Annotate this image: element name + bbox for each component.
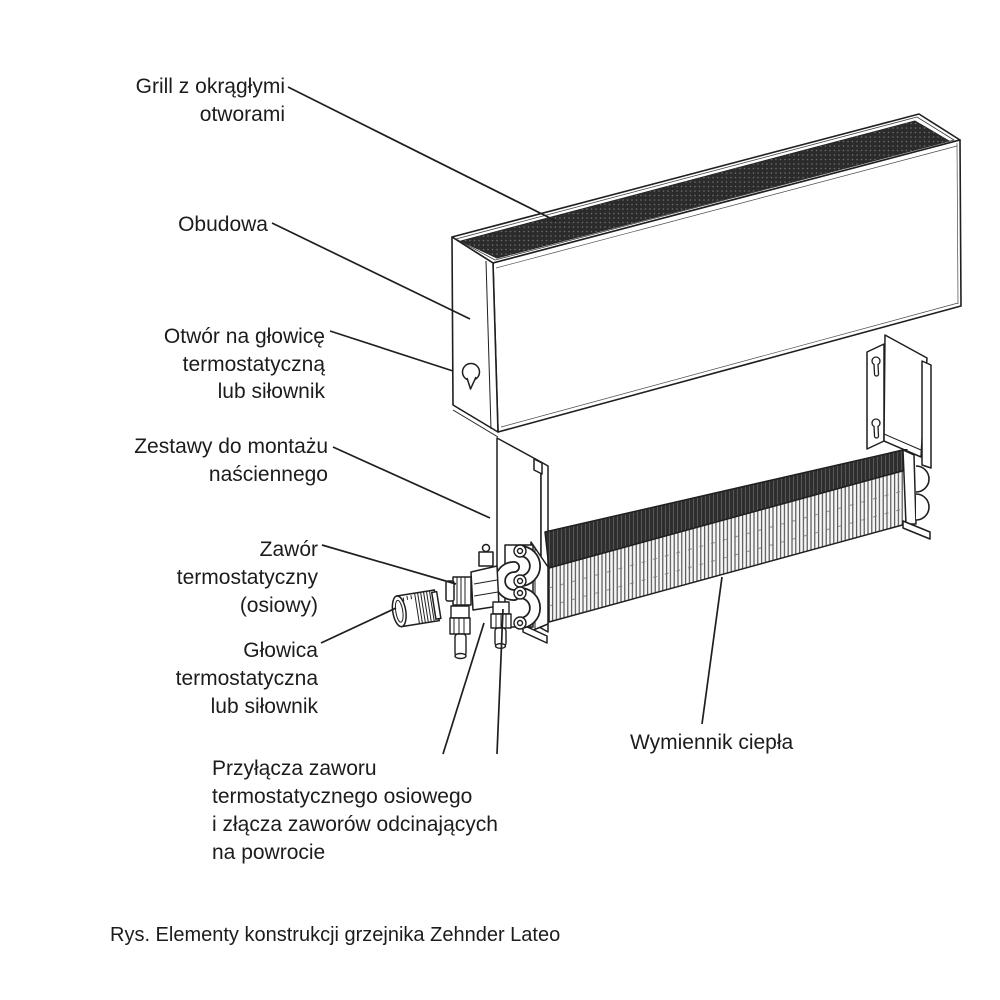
label-przylacza: Przyłącza zaworu xyxy=(212,757,377,780)
label-przylacza: i złącza zaworów odcinających xyxy=(212,813,498,836)
label-otwor: Otwór na głowicę xyxy=(163,325,325,348)
label-grill: Grill z okrągłymi xyxy=(135,75,285,98)
bracket-right-wide-face xyxy=(884,335,927,457)
label-obudowa: Obudowa xyxy=(178,213,268,236)
leader-zawor xyxy=(322,545,456,584)
figure-caption: Rys. Elementy konstrukcji grzejnika Zehnder Lateo xyxy=(110,924,561,946)
valve-connection-axial xyxy=(450,606,470,659)
wall-bracket-right xyxy=(867,335,931,468)
leader-wymiennik xyxy=(702,577,722,724)
label-grill: otworami xyxy=(199,103,285,126)
leader-obudowa xyxy=(272,223,470,319)
valve-assembly xyxy=(446,545,535,659)
leader-glowica xyxy=(321,608,396,643)
u-bend-pipe xyxy=(916,494,929,520)
label-glowica: lub siłownik xyxy=(210,695,318,718)
valve-screw xyxy=(483,545,490,552)
label-zestawy: naściennego xyxy=(208,463,328,486)
label-zawor: Zawór xyxy=(259,538,318,561)
leader-zestawy xyxy=(333,447,490,518)
label-wymiennik: Wymiennik ciepła xyxy=(630,731,794,754)
bracket-right-channel xyxy=(922,361,931,468)
exchanger-end-plate-right xyxy=(903,450,916,524)
label-przylacza: termostatycznego osiowego xyxy=(212,785,473,808)
label-zawor: termostatyczny xyxy=(176,566,318,589)
leader-otwor xyxy=(330,331,453,371)
heat-exchanger xyxy=(523,450,930,643)
label-glowica: termostatyczna xyxy=(175,667,318,690)
leader-grill xyxy=(288,87,556,221)
valve-axial-tip xyxy=(446,581,454,601)
label-otwor: lub siłownik xyxy=(217,380,325,403)
thermostatic-head xyxy=(390,590,441,628)
label-zestawy: Zestawy do montażu xyxy=(134,435,328,458)
label-otwor: termostatyczną xyxy=(182,353,325,376)
u-bend-pipe xyxy=(916,466,929,492)
label-przylacza: na powrocie xyxy=(212,841,326,864)
valve-body xyxy=(446,545,499,611)
label-glowica: Głowica xyxy=(243,639,318,662)
valve-top-block xyxy=(479,552,493,566)
label-zawor: (osiowy) xyxy=(239,594,318,617)
valve-axial-ribbed-ring xyxy=(453,577,471,605)
casing-end-panel xyxy=(452,237,498,432)
